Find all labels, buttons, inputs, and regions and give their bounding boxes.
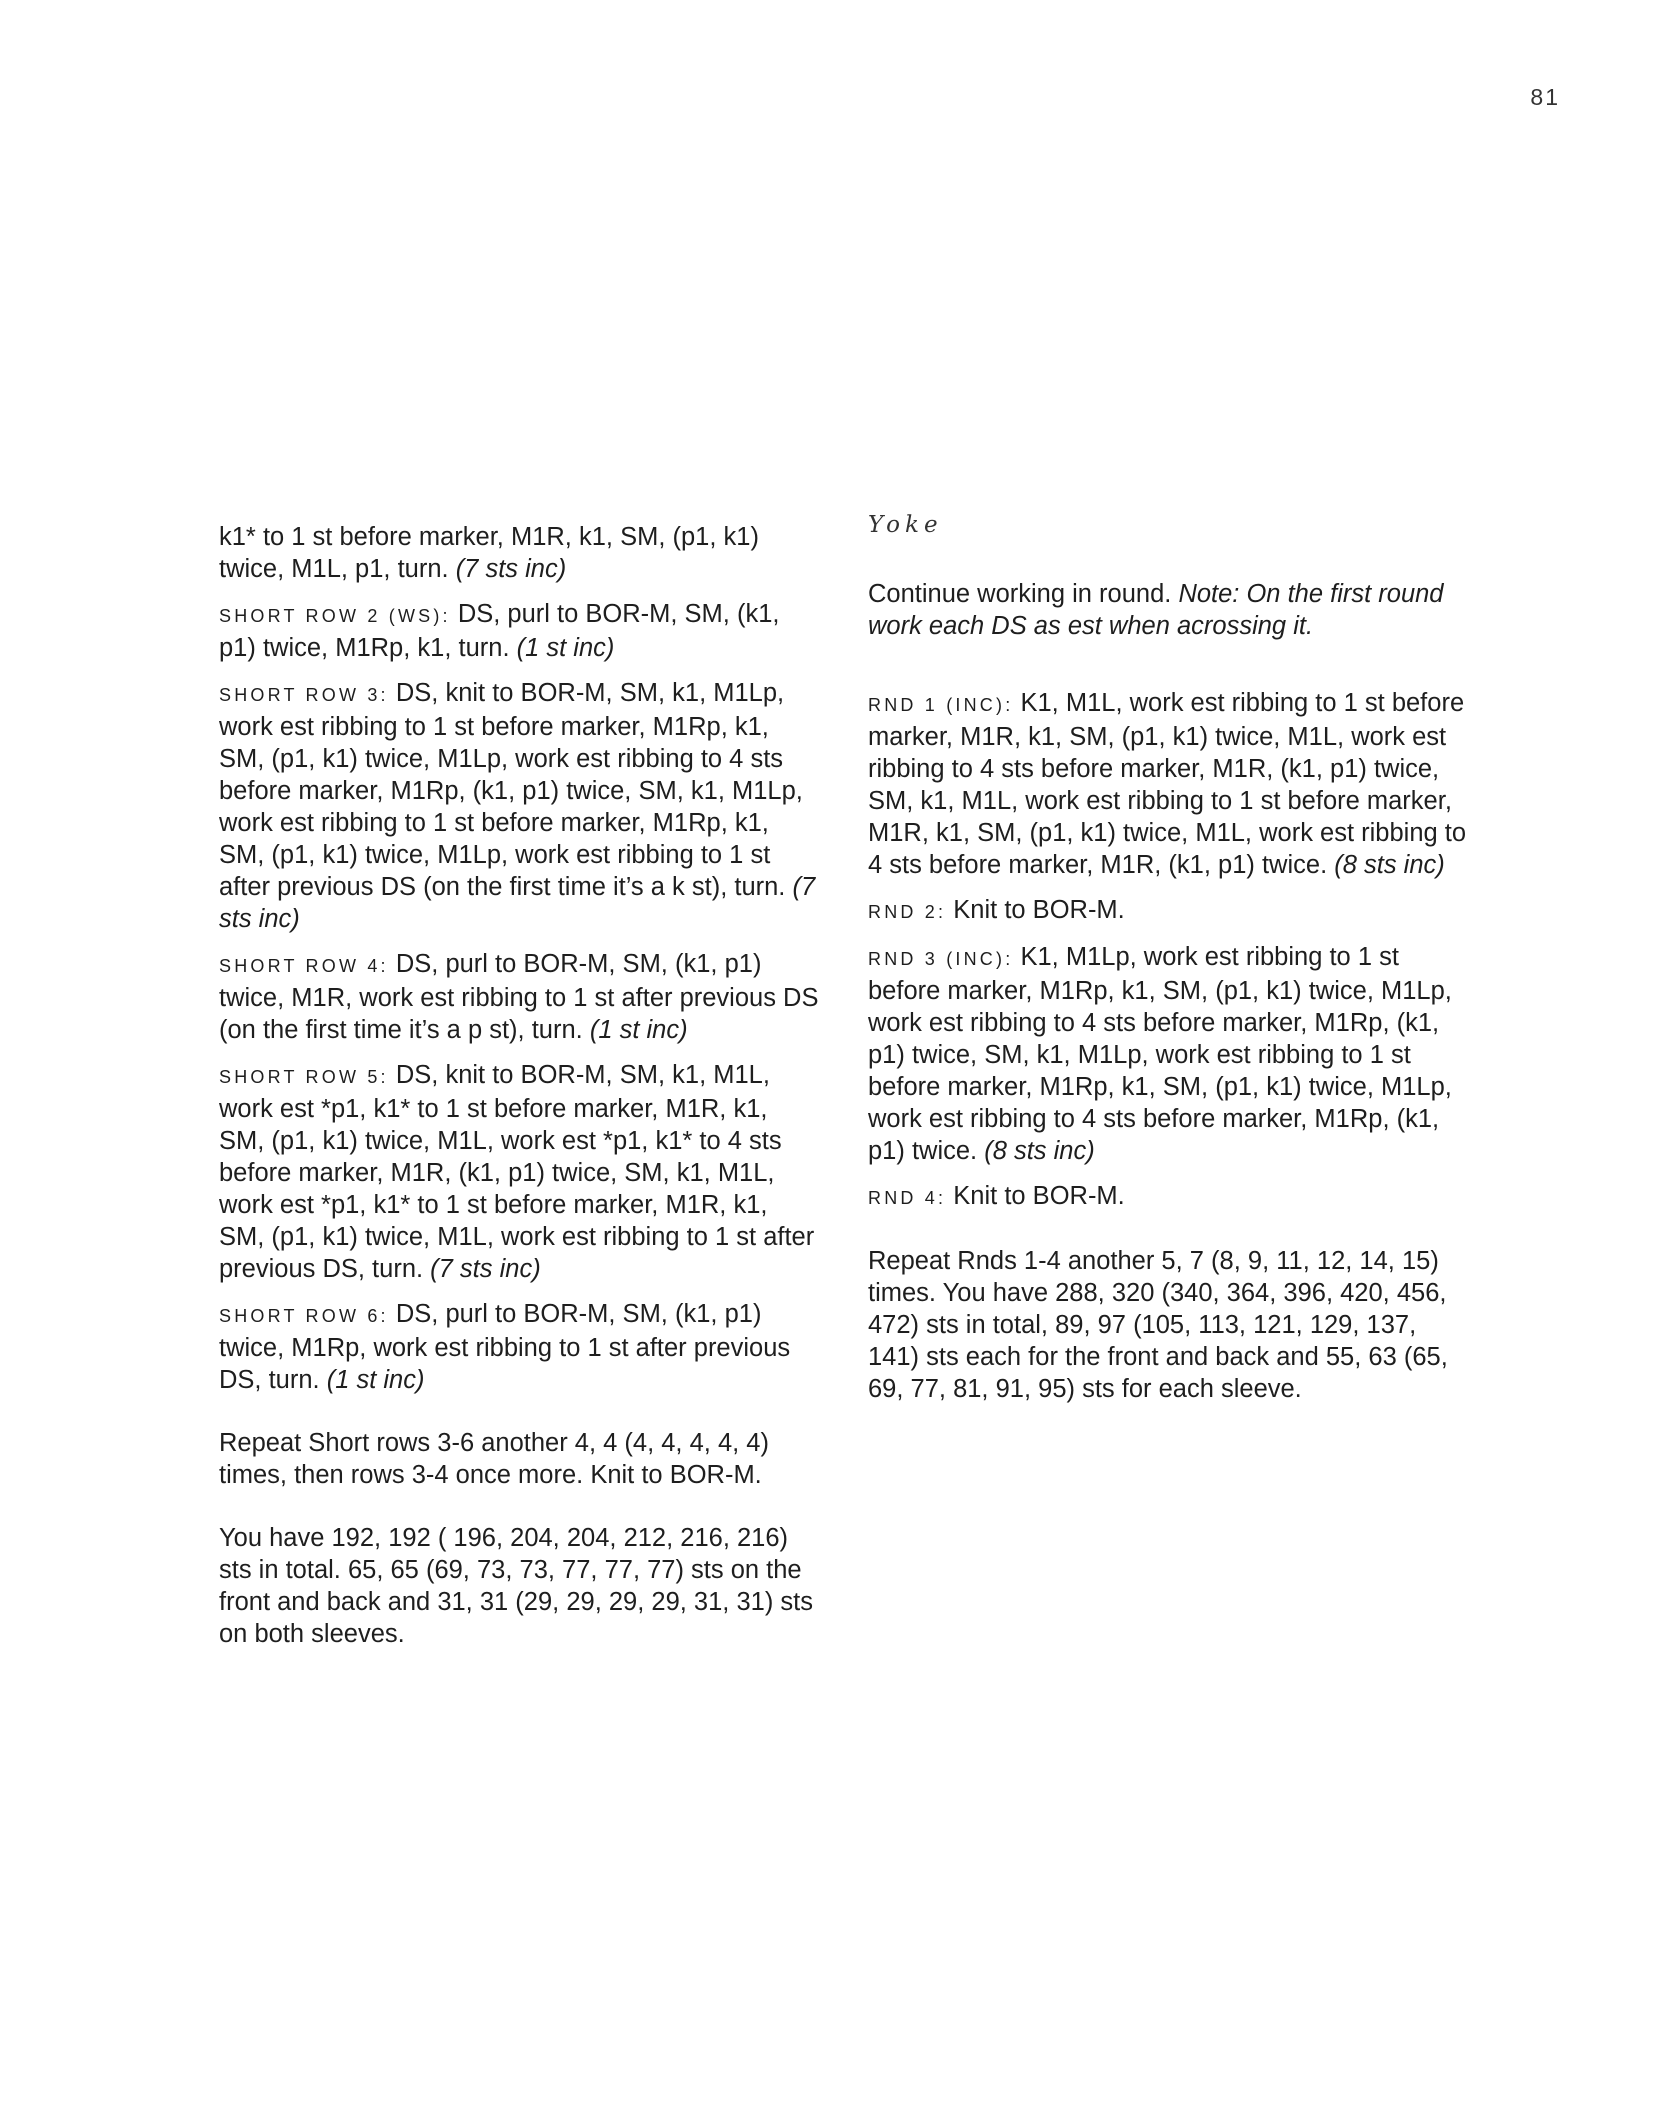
left-column: [219, 521, 819, 1663]
paragraph-text: Continue working in round.: [868, 580, 1179, 608]
paragraph-short-row-5: [219, 1059, 819, 1285]
stitch-increase-note: (7 sts inc): [219, 873, 816, 933]
row-label: SHORT ROW 5:: [219, 1067, 389, 1087]
paragraph-round-3: [868, 941, 1468, 1167]
row-label: SHORT ROW 4:: [219, 956, 389, 976]
paragraph-text: DS, purl to BOR-M, SM, (k1, p1) twice, M1Rp, k1, turn.: [219, 600, 780, 662]
right-column: [868, 509, 1468, 1418]
stitch-increase-note: (1 st inc): [516, 634, 615, 662]
row-label: SHORT ROW 2 (WS):: [219, 606, 451, 626]
paragraph-short-row-6: [219, 1298, 819, 1396]
stitch-increase-note: (1 st inc): [589, 1016, 688, 1044]
paragraph-text: K1, M1Lp, work est ribbing to 1 st before marker, M1Rp, k1, SM, (p1, k1) twice, M1Lp, work est ribbing to 4 sts before marker, M1Rp, (k1, p1) twice, SM, k1, M1Lp, work est ribbing to 1 st before marker, M1Rp, k1, SM, (p1, k1) twice, M1Lp, work est ribbing to 4 sts before marker, M1Rp, (k1, p1) twice.: [868, 943, 1452, 1165]
row-label: SHORT ROW 3:: [219, 685, 389, 705]
stitch-increase-note: (8 sts inc): [984, 1137, 1095, 1165]
paragraph-text: DS, knit to BOR-M, SM, k1, M1L, work est *p1, k1* to 1 st before marker, M1R, k1, SM, (p1, k1) twice, M1L, work est *p1, k1* to 4 sts before marker, M1R, (k1, p1) twice, SM, k1, M1L, work est *p1, k1* to 1 st before marker, M1R, k1, SM, (p1, k1) twice, M1L, work est ribbing to 1 st after previous DS, turn.: [219, 1061, 815, 1283]
paragraph-text: Knit to BOR-M.: [946, 1182, 1125, 1210]
round-label: RND 1 (INC):: [868, 695, 1014, 715]
paragraph-text: k1* to 1 st before marker, M1R, k1, SM, (p1, k1) twice, M1L, p1, turn.: [219, 523, 759, 583]
paragraph-stitch-count-summary: You have 192, 192 ( 196, 204, 204, 212, 216, 216) sts in total. 65, 65 (69, 73, 73, 77, 77, 77) sts on the front and back and 31, 31 (29, 29, 29, 29, 31, 31) sts on both sleeves.: [219, 1524, 813, 1648]
stitch-increase-note: (8 sts inc): [1334, 851, 1445, 879]
italic-note: Note: On the first round work each DS as est when acrossing it.: [868, 580, 1444, 640]
paragraph-repeat-instructions: Repeat Short rows 3-6 another 4, 4 (4, 4, 4, 4, 4) times, then rows 3-4 once more. Knit to BOR-M.: [219, 1429, 769, 1489]
paragraph-yoke-summary: Repeat Rnds 1-4 another 5, 7 (8, 9, 11, 12, 14, 15) times. You have 288, 320 (340, 364, 396, 420, 456, 472) sts in total, 89, 97 (105, 113, 121, 129, 137, 141) sts each for the front and back and 55, 63 (65, 69, 77, 81, 91, 95) sts for each sleeve.: [868, 1247, 1448, 1403]
paragraph-short-row-4: [219, 948, 819, 1046]
row-label: SHORT ROW 6:: [219, 1306, 389, 1326]
paragraph-round-4: [868, 1180, 1468, 1214]
paragraph-round-2: [868, 894, 1468, 928]
paragraph-short-row-2: [219, 598, 819, 664]
paragraph-text: K1, M1L, work est ribbing to 1 st before marker, M1R, k1, SM, (p1, k1) twice, M1L, work est ribbing to 4 sts before marker, M1R, (k1, p1) twice, SM, k1, M1L, work est ribbing to 1 st before marker, M1R, k1, SM, (p1, k1) twice, M1L, work est ribbing to 4 sts before marker, M1R, (k1, p1) twice.: [868, 689, 1467, 879]
paragraph-text: DS, purl to BOR-M, SM, (k1, p1) twice, M1Rp, work est ribbing to 1 st after previous DS, turn.: [219, 1300, 791, 1394]
paragraph-text: Knit to BOR-M.: [946, 896, 1125, 924]
paragraph-short-row-1-continued: [219, 521, 819, 585]
section-heading-yoke: Yoke: [868, 512, 943, 538]
stitch-increase-note: (1 st inc): [326, 1366, 425, 1394]
round-label: RND 4:: [868, 1188, 947, 1208]
paragraph-round-1: [868, 687, 1468, 881]
paragraph-text: DS, purl to BOR-M, SM, (k1, p1) twice, M1R, work est ribbing to 1 st after previous DS (on the first time it’s a p st), turn.: [219, 950, 819, 1044]
round-label: RND 3 (INC):: [868, 949, 1014, 969]
paragraph-short-row-3: [219, 677, 819, 935]
stitch-increase-note: (7 sts inc): [455, 555, 567, 583]
stitch-increase-note: (7 sts inc): [430, 1255, 541, 1283]
paragraph-yoke-intro: [868, 578, 1468, 642]
round-label: RND 2:: [868, 902, 947, 922]
page-number: 81: [1530, 84, 1560, 110]
paragraph-text: DS, knit to BOR-M, SM, k1, M1Lp, work est ribbing to 1 st before marker, M1Rp, k1, SM, (p1, k1) twice, M1Lp, work est ribbing to 4 sts before marker, M1Rp, (k1, p1) twice, SM, k1, M1Lp, work est ribbing to 1 st before marker, M1Rp, k1, SM, (p1, k1) twice, M1Lp, work est ribbing to 1 st after previous DS (on the first time it’s a k st), turn.: [219, 679, 803, 901]
